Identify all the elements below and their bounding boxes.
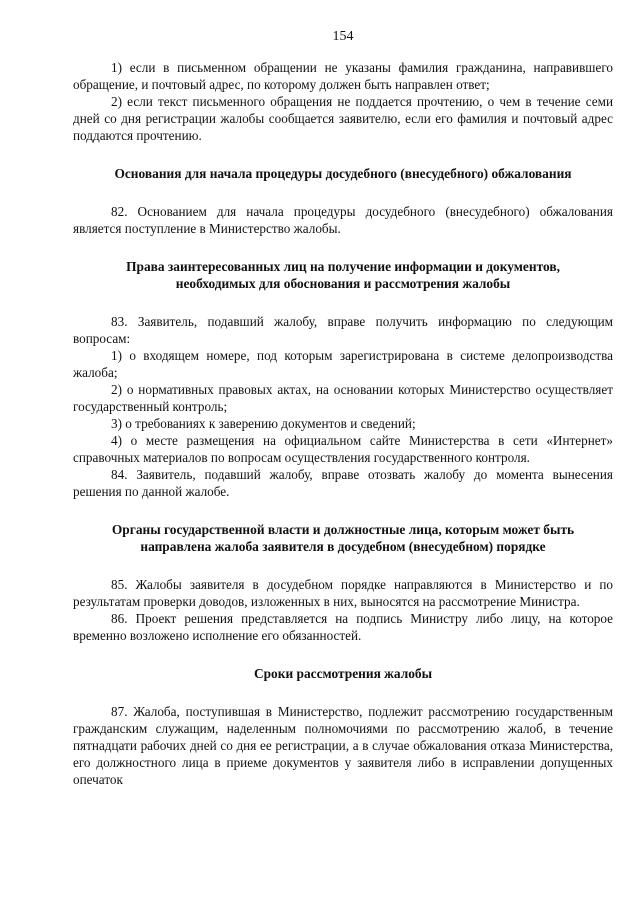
heading-line: направлена жалоба заявителя в досудебном (внесудебном) порядке — [140, 539, 546, 554]
heading-line: Права заинтересованных лиц на получение информации и документов, — [126, 259, 560, 274]
list-item: 2) о нормативных правовых актах, на основании которых Министерство осуществляет государственный контроль; — [73, 382, 613, 414]
paragraph-84: 84. Заявитель, подавший жалобу, вправе отозвать жалобу до момента вынесения решения по данной жалобе. — [73, 467, 613, 499]
paragraph-87: 87. Жалоба, поступившая в Министерство, подлежит рассмотрению государственным гражданским служащим, наделенным полномочиями по рассмотрению жалоб, в течение пятнадцати рабочих дней со дня ее регистрации, а в случае обжалования отказа Министерства, его должностного лица в приеме документов у заявителя либо в исправлении допущенных опечаток — [73, 704, 613, 787]
heading-line: Органы государственной власти и должностные лица, которым может быть — [111, 522, 575, 537]
section-heading — [73, 258, 613, 292]
paragraph-85: 85. Жалобы заявителя в досудебном порядке направляются в Министерство и по результатам проверки доводов, изложенных в них, выносятся на рассмотрение Министра. — [73, 577, 613, 609]
paragraph-82: 82. Основанием для начала процедуры досудебного (внесудебного) обжалования является поступление в Министерство жалобы. — [73, 204, 613, 236]
section-heading — [73, 521, 613, 555]
paragraph-86: 86. Проект решения представляется на подпись Министру либо лицу, на которое временно возложено исполнение его обязанностей. — [73, 611, 613, 643]
heading-line: необходимых для обоснования и рассмотрения жалобы — [175, 276, 511, 291]
list-item: 1) если в письменном обращении не указаны фамилия гражданина, направившего обращение, и почтовый адрес, по которому должен быть направлен ответ; — [73, 60, 613, 92]
page-number: 154 — [332, 29, 354, 44]
list-item: 2) если текст письменного обращения не поддается прочтению, о чем в течение семи дней со дня регистрации жалобы сообщается заявителю, если его фамилия и почтовый адрес поддаются прочтению. — [73, 94, 613, 143]
document-page — [73, 28, 613, 788]
list-item: 4) о месте размещения на официальном сайте Министерства в сети «Интернет» справочных материалов по вопросам осуществления государственного контроля. — [73, 433, 613, 465]
list-item: 1) о входящем номере, под которым зарегистрирована в системе делопроизводства жалоба; — [73, 348, 613, 380]
section-heading: Основания для начала процедуры досудебного (внесудебного) обжалования — [114, 166, 572, 181]
list-item: 3) о требованиях к заверению документов и сведений; — [111, 416, 416, 431]
paragraph-83: 83. Заявитель, подавший жалобу, вправе получить информацию по следующим вопросам: — [73, 314, 613, 346]
section-heading: Сроки рассмотрения жалобы — [253, 666, 433, 681]
